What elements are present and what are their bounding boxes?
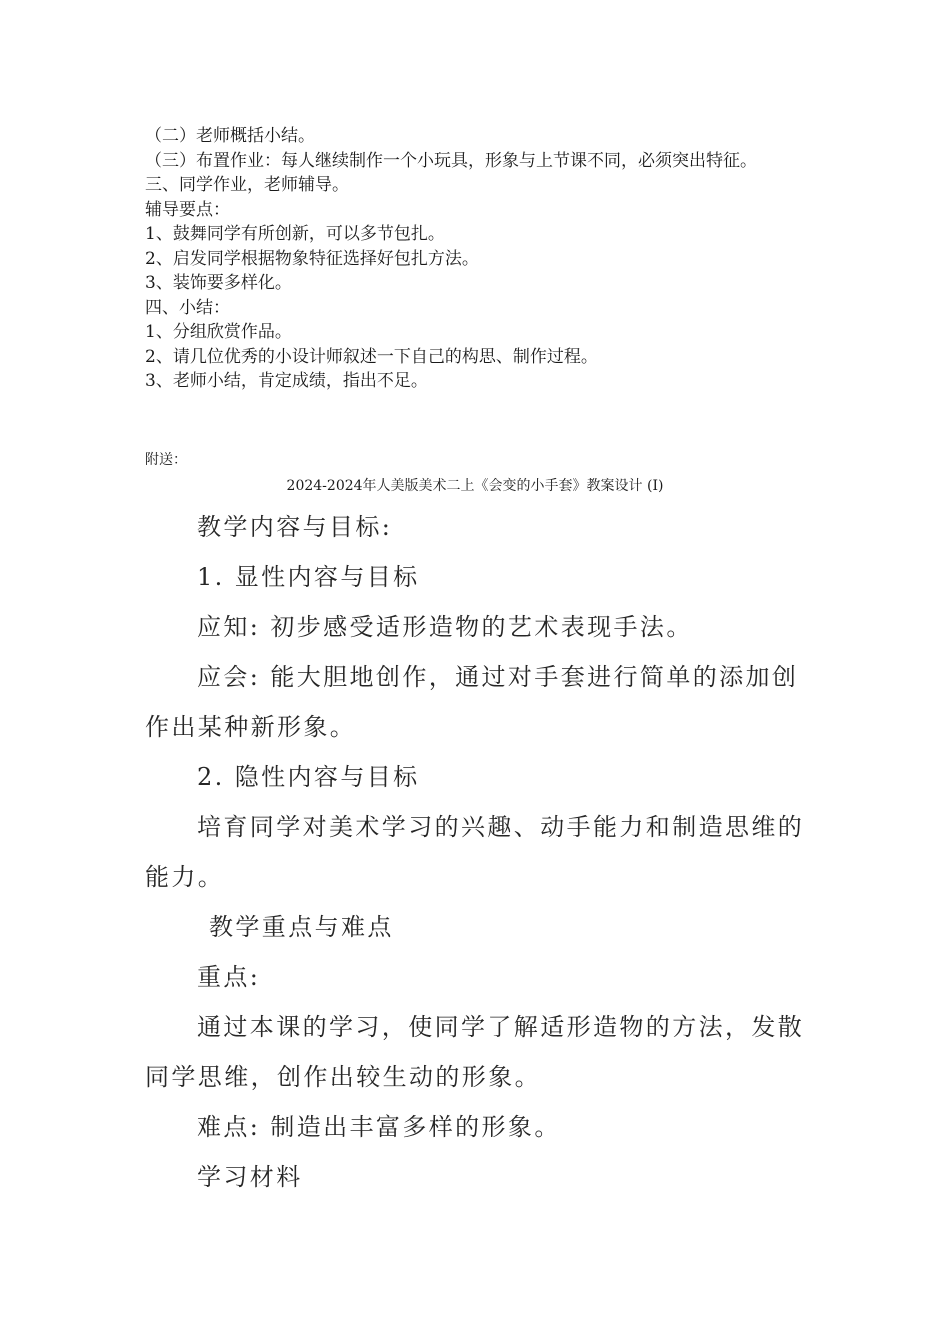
text-line: 1、鼓舞同学有所创新，可以多节包扎。	[145, 224, 445, 244]
text-line: 四、小结：	[145, 297, 230, 318]
section-heading: 教学内容与目标:	[197, 513, 393, 541]
text-line: 三、同学作业，老师辅导。	[145, 175, 349, 195]
lesson-summary-section	[145, 124, 815, 394]
text-line: 3、装饰要多样化。	[145, 273, 292, 293]
paragraph: 应会: 能大胆地创作，通过对手套进行简单的添加创作出某种新形象。	[145, 663, 799, 741]
text-line: 2、请几位优秀的小设计师叙述一下自己的构思、制作过程。	[145, 346, 598, 367]
paragraph: 通过本课的学习，使同学了解适形造物的方法，发散同学思维，创作出较生动的形象。	[145, 1013, 805, 1091]
text-line: 3、老师小结，肯定成绩，指出不足。	[145, 371, 428, 391]
text-line: 1、分组欣赏作品。	[145, 322, 292, 342]
paragraph: 重点:	[197, 963, 261, 991]
text-line: （二）老师概括小结。	[145, 126, 315, 146]
document-title: 2024-2024年人美版美术二上《会变的小手套》教案设计 (I)	[286, 478, 664, 494]
subsection-heading: 2. 隐性内容与目标	[197, 763, 420, 791]
lesson-plan-body	[145, 502, 805, 1202]
paragraph: 难点: 制造出丰富多样的形象。	[197, 1113, 561, 1141]
subsection-heading: 1. 显性内容与目标	[197, 563, 420, 591]
paragraph: 培育同学对美术学习的兴趣、动手能力和制造思维的能力。	[145, 813, 805, 891]
paragraph: 应知: 初步感受适形造物的艺术表现手法。	[197, 613, 693, 641]
section-heading: 教学重点与难点	[209, 913, 394, 941]
section-heading: 学习材料	[197, 1163, 303, 1191]
appendix-label: 附送：	[145, 452, 187, 468]
text-line: （三）布置作业：每人继续制作一个小玩具，形象与上节课不同，必须突出特征。	[145, 150, 757, 171]
text-line: 2、启发同学根据物象特征选择好包扎方法。	[145, 248, 479, 269]
text-line: 辅导要点：	[145, 199, 230, 220]
